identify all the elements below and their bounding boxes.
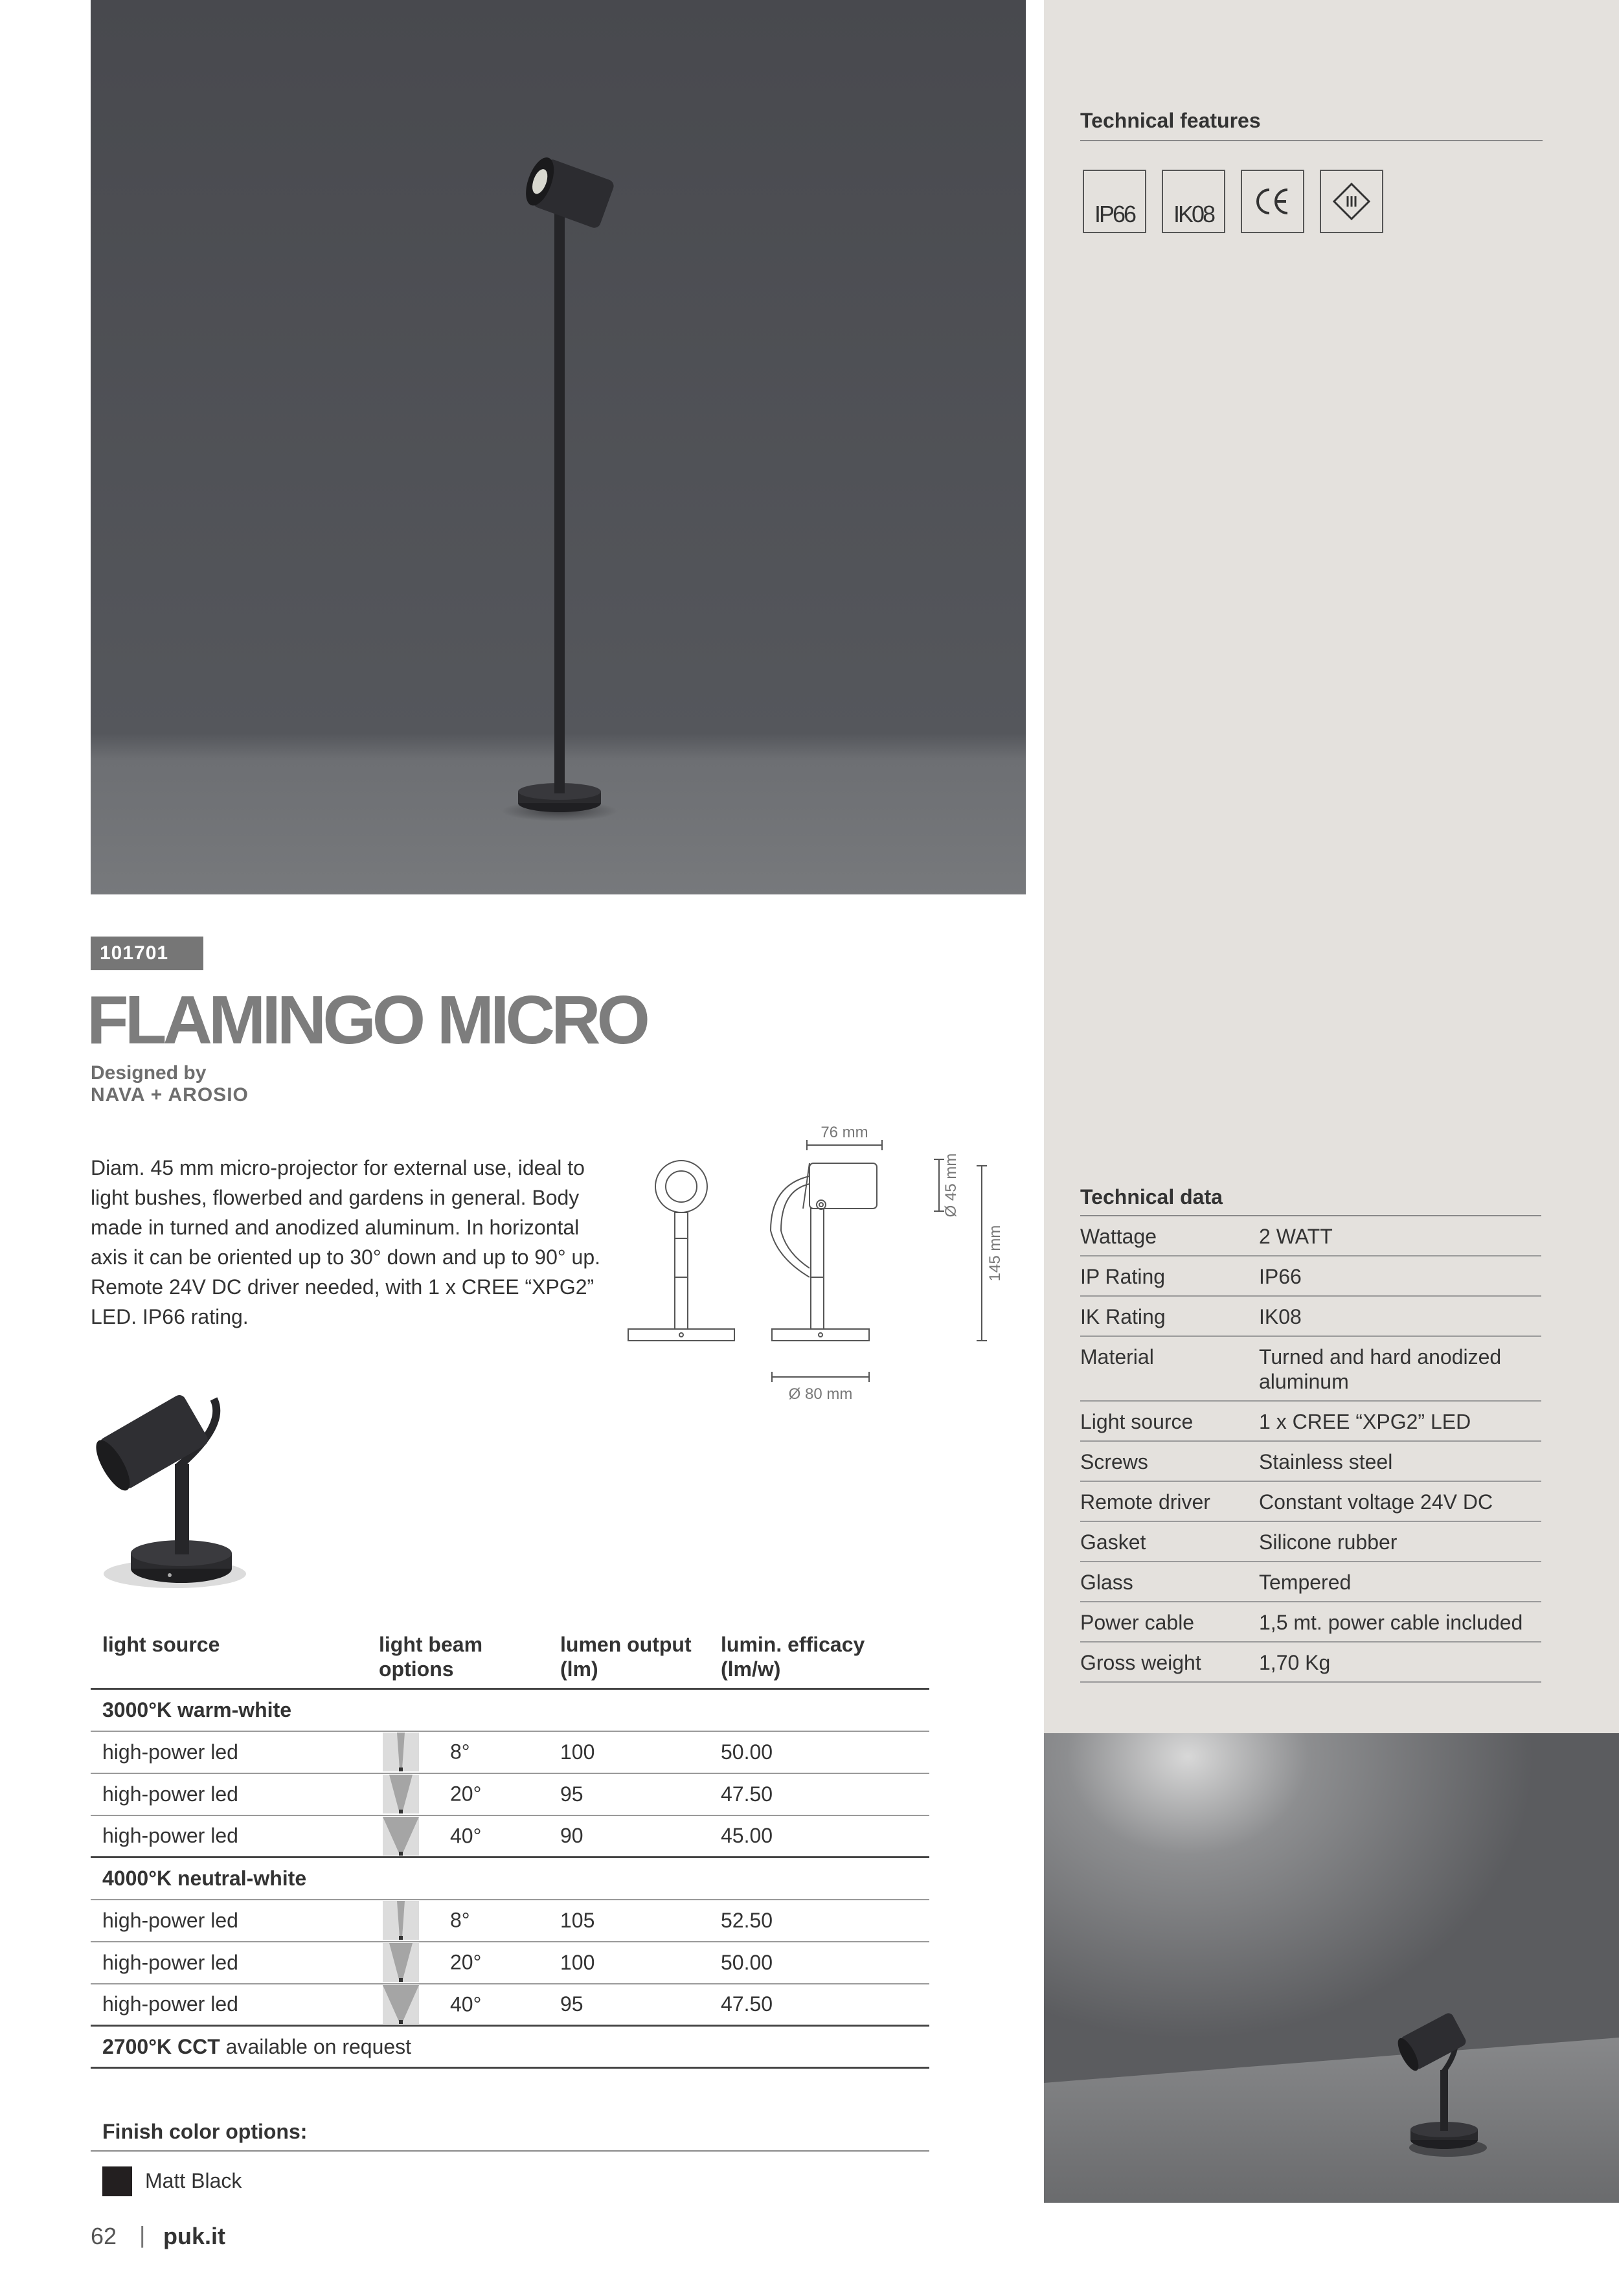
cell-efficacy: 47.50 xyxy=(709,1984,929,2026)
group-row-3000k xyxy=(91,1689,929,1731)
table-row xyxy=(91,1984,929,2026)
row-value: 1 x CREE “XPG2” LED xyxy=(1259,1410,1471,1433)
cell-efficacy: 50.00 xyxy=(709,1942,929,1984)
cell-efficacy: 50.00 xyxy=(709,1731,929,1773)
row-value: 1,70 Kg xyxy=(1259,1651,1331,1674)
finish-color-title: Finish color options: xyxy=(102,2120,308,2143)
cell-beam xyxy=(367,1731,549,1773)
technical-data-row xyxy=(1080,1642,1541,1683)
technical-data-row xyxy=(1080,1297,1541,1337)
table-row xyxy=(91,1900,929,1942)
cell-lumen: 100 xyxy=(549,1731,709,1773)
cell-beam xyxy=(367,1900,549,1942)
beam-angle: 40° xyxy=(450,1824,482,1848)
finish-option-label: Matt Black xyxy=(145,2169,242,2192)
certification-badges xyxy=(1083,170,1383,233)
row-label: Wattage xyxy=(1080,1225,1157,1248)
narrow-beam-icon xyxy=(383,1901,419,1940)
cell-beam xyxy=(367,1984,549,2026)
finish-divider xyxy=(91,2150,929,2152)
matt-black-swatch xyxy=(102,2166,132,2196)
lighting-specs-table xyxy=(91,1624,929,2069)
row-value: IP66 xyxy=(1259,1265,1302,1288)
technical-data-row xyxy=(1080,1482,1541,1522)
technical-data-row xyxy=(1080,1337,1541,1402)
ip66-badge: IP66 xyxy=(1083,170,1146,233)
technical-data-row xyxy=(1080,1216,1541,1256)
technical-data-title: Technical data xyxy=(1080,1185,1223,1209)
website-link[interactable]: puk.it xyxy=(163,2223,225,2249)
row-value: Turned and hard anodized aluminum xyxy=(1259,1345,1502,1393)
dim-height-label: 145 mm xyxy=(986,1225,1004,1282)
group-row-4000k xyxy=(91,1858,929,1900)
class-iii-icon xyxy=(1320,170,1383,233)
row-label: Material xyxy=(1080,1345,1154,1369)
cell-lumen: 95 xyxy=(549,1984,709,2026)
technical-drawing xyxy=(615,1114,1030,1422)
technical-data-row xyxy=(1080,1256,1541,1297)
row-label: IP Rating xyxy=(1080,1265,1166,1288)
cell-source: high-power led xyxy=(91,1984,367,2026)
hero-product-photo xyxy=(91,0,1026,894)
beam-angle: 20° xyxy=(450,1782,482,1806)
beam-angle: 8° xyxy=(450,1740,470,1764)
row-label: Gasket xyxy=(1080,1530,1146,1554)
product-title: FLAMINGO MICRO xyxy=(87,982,646,1058)
table-row xyxy=(91,1942,929,1984)
ce-mark-icon xyxy=(1241,170,1304,233)
cell-efficacy: 52.50 xyxy=(709,1900,929,1942)
footer-separator: | xyxy=(139,2222,146,2248)
cell-beam xyxy=(367,1815,549,1858)
row-value: Tempered xyxy=(1259,1571,1352,1594)
row-label: Glass xyxy=(1080,1571,1133,1594)
table-header-row xyxy=(91,1624,929,1689)
cell-lumen: 95 xyxy=(549,1773,709,1815)
header-light-source: light source xyxy=(91,1624,367,1689)
technical-data-row xyxy=(1080,1522,1541,1562)
table-row xyxy=(91,1731,929,1773)
beam-angle: 8° xyxy=(450,1908,470,1932)
cell-source: high-power led xyxy=(91,1942,367,1984)
row-value: IK08 xyxy=(1259,1305,1302,1328)
cell-lumen: 100 xyxy=(549,1942,709,1984)
cct-note-text: available on request xyxy=(225,2034,412,2058)
cct-note-row xyxy=(91,2026,929,2068)
row-value: Constant voltage 24V DC xyxy=(1259,1490,1493,1514)
medium-beam-icon xyxy=(383,1775,419,1813)
group-name: 4000°K neutral-white xyxy=(91,1858,929,1900)
row-value: 2 WATT xyxy=(1259,1225,1333,1248)
technical-features-divider xyxy=(1080,140,1543,141)
cell-lumen: 105 xyxy=(549,1900,709,1942)
beam-angle: 20° xyxy=(450,1950,482,1974)
cell-source: high-power led xyxy=(91,1773,367,1815)
header-light-beam: light beam options xyxy=(367,1624,549,1689)
group-name: 3000°K warm-white xyxy=(91,1689,929,1731)
ambient-product-photo xyxy=(1044,1733,1619,2203)
header-lumen-output: lumen output (lm) xyxy=(549,1624,709,1689)
small-product-photo xyxy=(78,1380,246,1603)
row-label: Power cable xyxy=(1080,1611,1195,1634)
table-row xyxy=(91,1815,929,1858)
page-number: 62 xyxy=(91,2223,117,2249)
designer-name: NAVA + AROSIO xyxy=(91,1084,249,1106)
ik08-badge: IK08 xyxy=(1162,170,1225,233)
cell-efficacy: 47.50 xyxy=(709,1773,929,1815)
row-label: Remote driver xyxy=(1080,1490,1210,1514)
row-value: Stainless steel xyxy=(1259,1450,1393,1473)
narrow-beam-icon xyxy=(383,1733,419,1771)
dim-width-label: 76 mm xyxy=(821,1124,868,1141)
header-luminous-efficacy: lumin. efficacy (lm/w) xyxy=(709,1624,929,1689)
cell-source: high-power led xyxy=(91,1731,367,1773)
technical-data-row xyxy=(1080,1562,1541,1602)
wide-beam-icon xyxy=(383,1817,419,1856)
dim-head-label: Ø 45 mm xyxy=(942,1153,960,1218)
cell-source: high-power led xyxy=(91,1815,367,1858)
row-label: Screws xyxy=(1080,1450,1148,1473)
row-value: Silicone rubber xyxy=(1259,1530,1398,1554)
row-label: IK Rating xyxy=(1080,1305,1166,1328)
cell-source: high-power led xyxy=(91,1900,367,1942)
cell-lumen: 90 xyxy=(549,1815,709,1858)
cell-efficacy: 45.00 xyxy=(709,1815,929,1858)
cell-beam xyxy=(367,1773,549,1815)
technical-data-row xyxy=(1080,1602,1541,1642)
product-code-badge: 101701 xyxy=(91,937,203,970)
beam-angle: 40° xyxy=(450,1992,482,2016)
technical-features-title: Technical features xyxy=(1080,109,1261,132)
technical-data-row xyxy=(1080,1442,1541,1482)
cell-beam xyxy=(367,1942,549,1984)
technical-data-row xyxy=(1080,1402,1541,1442)
wide-beam-icon xyxy=(383,1985,419,2024)
product-description: Diam. 45 mm micro-projector for external use, ideal to light bushes, flowerbed and gardens in general. Body made in turned and anodized aluminum. In horizontal axis it can be oriented up to 30° down and up to 90° up. Remote 24V DC driver needed, with 1 x CREE “XPG2” LED. IP66 rating. xyxy=(91,1156,601,1328)
dim-base-label: Ø 80 mm xyxy=(788,1385,853,1403)
row-label: Gross weight xyxy=(1080,1651,1201,1674)
table-row xyxy=(91,1773,929,1815)
designed-by-label: Designed by xyxy=(91,1062,207,1084)
row-value: 1,5 mt. power cable included xyxy=(1259,1611,1523,1634)
row-label: Light source xyxy=(1080,1410,1194,1433)
cct-note-bold: 2700°K CCT xyxy=(102,2034,220,2058)
cct-note xyxy=(91,2026,929,2068)
technical-data-list xyxy=(1080,1216,1541,1683)
medium-beam-icon xyxy=(383,1943,419,1982)
